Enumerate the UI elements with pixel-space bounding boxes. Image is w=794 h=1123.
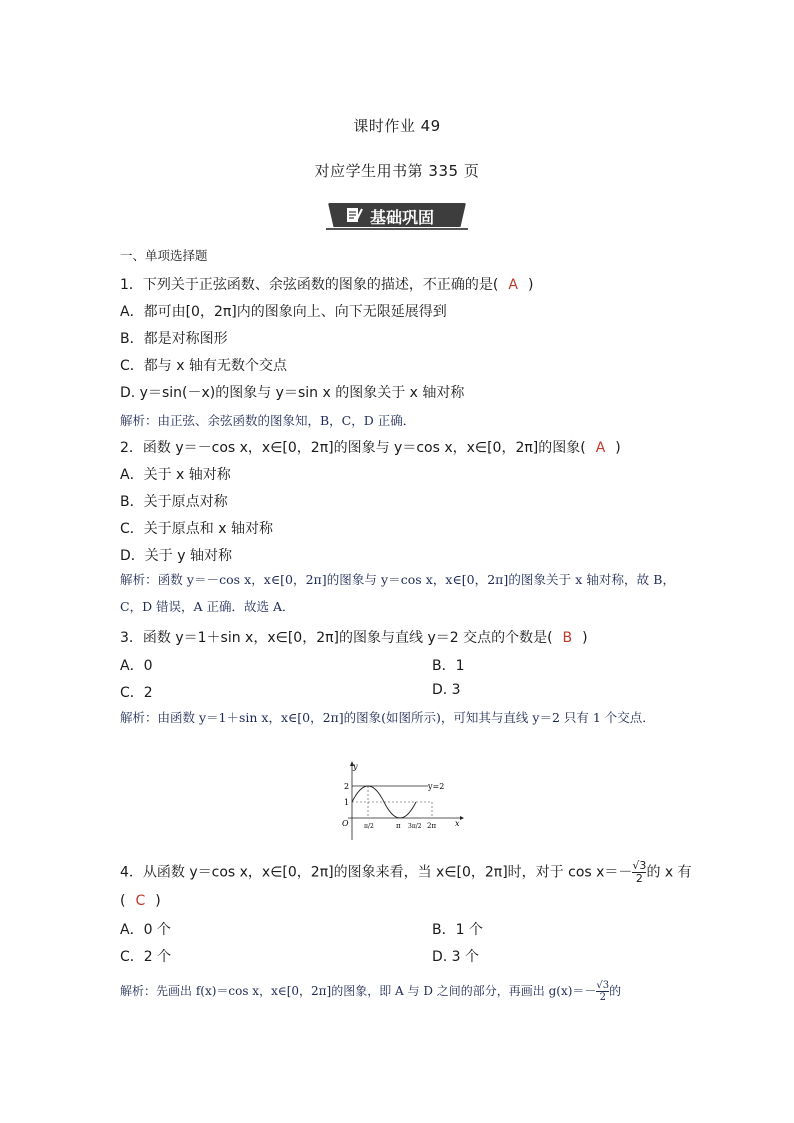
question-1-answer: A (508, 277, 518, 293)
question-2-analysis: 解析：函数 y＝－cos x，x∈[0，2π]的图象与 y＝cos x，x∈[0，2π]的图象关于 x 轴对称，故 B，C，D 错误，A 正确．故选 A． (120, 572, 675, 614)
sine-graph-figure (330, 760, 465, 842)
question-4-stem (120, 860, 692, 885)
question-4-option-b: B．1 个 (432, 922, 483, 938)
question-1-text: 1．下列关于正弦函数、余弦函数的图象的描述，不正确的是( (120, 277, 499, 293)
question-4-analysis-frac-num: √3 (596, 980, 610, 991)
question-2-option-a: A．关于 x 轴对称 (120, 467, 231, 483)
graph-y-label: y (353, 762, 358, 771)
question-1-stem (120, 274, 533, 294)
question-3-option-a: A．0 (120, 658, 153, 674)
question-3-answer: B (562, 630, 573, 646)
question-4-analysis-text-a: 解析：先画出 f(x)＝cos x，x∈[0，2π]的图象，即 A 与 D 之间的部分，再画出 g(x)＝－ (120, 984, 597, 998)
question-3-close: ) (582, 630, 588, 646)
question-4-fraction (632, 860, 646, 885)
graph-x-tick-pi-half: π/2 (364, 823, 374, 830)
notebook-pen-icon (346, 207, 364, 223)
question-2-answer: A (595, 440, 606, 456)
question-4-analysis-fraction (596, 980, 609, 1003)
page-title: 课时作业 49 (353, 117, 441, 135)
question-4-analysis-frac-den: 2 (599, 992, 606, 1003)
question-1-analysis: 解析：由正弦、余弦函数的图象知，B，C，D 正确． (120, 413, 416, 428)
question-4-answer: C (135, 893, 146, 909)
graph-line-label: y=2 (428, 782, 445, 791)
page-subtitle: 对应学生用书第 335 页 (314, 162, 480, 180)
graph-x-tick-3pi-half: 3π/2 (408, 823, 422, 830)
section-heading: 一、单项选择题 (120, 248, 208, 263)
question-4-frac-den: 2 (635, 872, 643, 885)
question-4-text-a: 4．从函数 y＝cos x，x∈[0，2π]的图象来看，当 x∈[0，2π]时，对于 cos x＝－ (120, 864, 633, 881)
question-4-analysis (120, 980, 621, 1003)
question-4-option-c: C．2 个 (120, 949, 172, 965)
question-4-frac-num: √3 (632, 859, 647, 872)
question-3-analysis: 解析：由函数 y＝1＋sin x，x∈[0，2π]的图象(如图所示)，可知其与直线 y＝2 只有 1 个交点． (120, 710, 655, 725)
graph-x-label: x (455, 819, 460, 828)
question-4-open: ( (120, 893, 126, 909)
question-2-option-c: C．关于原点和 x 轴对称 (120, 521, 273, 537)
question-4-option-d: D. 3 个 (432, 949, 480, 965)
question-3-text: 3．函数 y＝1＋sin x，x∈[0，2π]的图象与直线 y＝2 交点的个数是( (120, 630, 553, 646)
question-4-text-b: 的 x 有 (646, 864, 692, 881)
question-2-option-d: D．关于 y 轴对称 (120, 548, 232, 564)
question-4-option-a: A．0 个 (120, 922, 171, 938)
section-banner (328, 203, 466, 229)
question-4-answer-line (120, 893, 161, 909)
question-1-option-a: A．都可由[0，2π]内的图象向上、向下无限延展得到 (120, 304, 447, 320)
question-3-stem (120, 627, 588, 647)
graph-origin-label: O (342, 819, 349, 828)
question-4-close: ) (155, 893, 161, 909)
question-1-option-c: C．都与 x 轴有无数个交点 (120, 358, 287, 374)
graph-y-tick-2: 2 (344, 782, 350, 791)
question-1-option-b: B．都是对称图形 (120, 331, 228, 347)
question-3-option-c: C．2 (120, 685, 153, 701)
x-axis-arrow (460, 816, 464, 820)
graph-x-tick-pi: π (396, 822, 401, 830)
question-1-option-d: D. y＝sin(－x)的图象与 y＝sin x 的图象关于 x 轴对称 (120, 385, 465, 401)
question-3-option-b: B．1 (432, 658, 465, 674)
question-4-analysis-text-b: 的 (609, 984, 622, 998)
banner-label: 基础巩固 (370, 208, 435, 227)
question-2-option-b: B．关于原点对称 (120, 494, 228, 510)
graph-x-tick-2pi: 2π (427, 822, 437, 830)
question-3-option-d: D. 3 (432, 682, 461, 698)
question-1-close: ) (527, 277, 534, 293)
graph-y-tick-1: 1 (344, 798, 350, 807)
question-2-close: ) (615, 440, 621, 456)
question-2-text: 2．函数 y＝－cos x，x∈[0，2π]的图象与 y＝cos x，x∈[0，2π]的图象( (120, 440, 586, 456)
question-2-stem (120, 437, 621, 457)
